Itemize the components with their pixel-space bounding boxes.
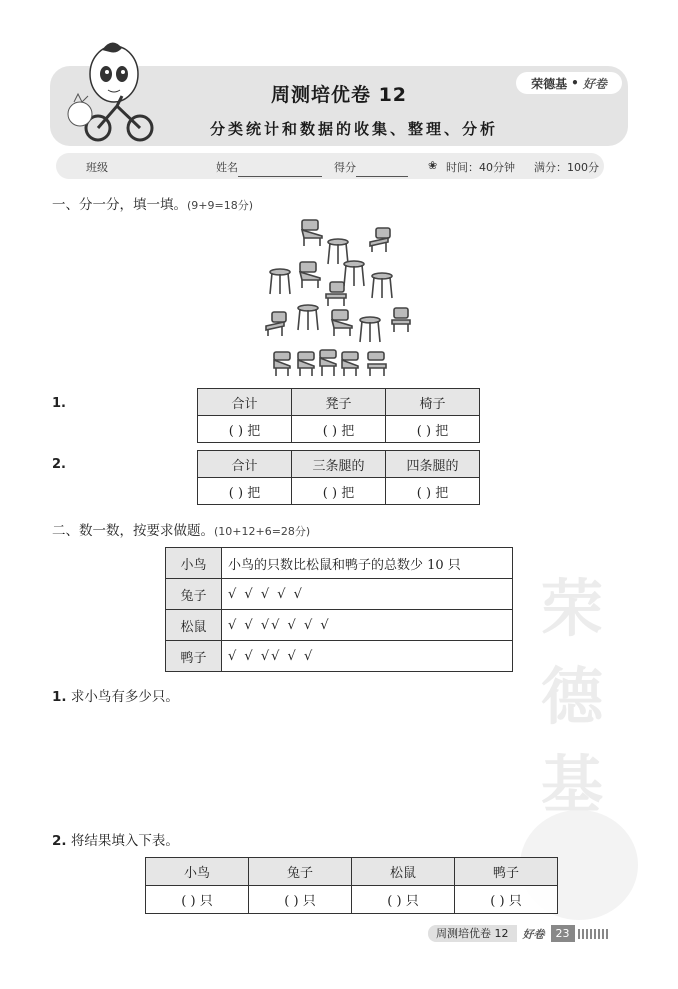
section-1-title: 一、分一分，填一填。 <box>52 197 187 213</box>
answer-cell[interactable]: ( ) 把 <box>292 416 386 443</box>
score-label: 得分 <box>334 161 356 174</box>
question-1-number: 1. <box>52 396 66 411</box>
question-2-2 <box>52 829 179 849</box>
tally-label: 松鼠 <box>166 610 222 641</box>
answer-cell[interactable]: ( ) 把 <box>198 478 292 505</box>
chairs-stools-illustration <box>262 216 422 388</box>
tally-marks: √ √ √√ √ √ √ <box>222 610 513 641</box>
answer-cell[interactable]: ( ) 把 <box>292 478 386 505</box>
page-title: 周测培优卷 12 <box>270 84 408 106</box>
tally-marks: √ √ √ √ √ <box>222 579 513 610</box>
class-label: 班级 <box>86 161 108 174</box>
name-field[interactable] <box>216 159 238 175</box>
table-header: 小鸟 <box>146 858 249 886</box>
tally-label: 鸭子 <box>166 641 222 672</box>
answer-cell[interactable]: ( ) 把 <box>198 416 292 443</box>
table-header: 兔子 <box>249 858 352 886</box>
question-text: 求小鸟有多少只。 <box>70 689 179 705</box>
info-bar <box>56 153 604 179</box>
question-number: 1. <box>52 689 67 705</box>
section-2-heading <box>52 519 310 539</box>
table-header: 鸭子 <box>455 858 558 886</box>
question-text: 将结果填入下表。 <box>70 833 179 849</box>
footer-title: 周测培优卷 12 <box>428 925 517 942</box>
table-animal-results <box>145 857 558 914</box>
table-header: 三条腿的 <box>292 451 386 478</box>
table-header: 合计 <box>198 389 292 416</box>
brand-name: 荣德基 <box>531 76 568 91</box>
brand-sub: 好卷 <box>582 76 607 91</box>
table-chairs-stools <box>197 388 480 443</box>
brand-logo <box>516 72 622 94</box>
clock-icon: ❀ <box>428 159 438 172</box>
question-2-1 <box>52 685 179 705</box>
table-header: 松鼠 <box>352 858 455 886</box>
tally-table <box>165 547 513 672</box>
name-label: 姓名 <box>216 161 238 174</box>
brand-dot: • <box>571 76 579 90</box>
tally-label: 小鸟 <box>166 548 222 579</box>
watermark-char: 荣 <box>540 572 603 645</box>
answer-cell[interactable]: ( ) 把 <box>386 416 480 443</box>
footer-brand: 好卷 <box>522 927 545 941</box>
answer-cell[interactable]: ( ) 只 <box>249 886 352 914</box>
question-number: 2. <box>52 833 67 849</box>
table-header: 凳子 <box>292 389 386 416</box>
table-leg-count <box>197 450 480 505</box>
table-header: 合计 <box>198 451 292 478</box>
page-subtitle: 分类统计和数据的收集、整理、分析 <box>209 120 498 138</box>
page-footer <box>428 925 608 942</box>
question-2-number: 2. <box>52 457 66 472</box>
table-header: 四条腿的 <box>386 451 480 478</box>
tally-label: 兔子 <box>166 579 222 610</box>
page-number: 23 <box>551 925 575 942</box>
full-score: 满分：100分 <box>534 161 599 174</box>
section-2-title: 二、数一数，按要求做题。 <box>52 523 214 539</box>
tally-marks: √ √ √√ √ √ <box>222 641 513 672</box>
time-limit: 时间：40分钟 <box>446 161 515 174</box>
watermark-char: 德 <box>540 660 603 733</box>
answer-cell[interactable]: ( ) 只 <box>146 886 249 914</box>
answer-cell[interactable]: ( ) 只 <box>455 886 558 914</box>
section-1-heading <box>52 193 253 213</box>
score-field[interactable] <box>334 159 356 175</box>
footer-decoration <box>578 929 608 939</box>
watermark-char: 基 <box>540 748 603 821</box>
answer-cell[interactable]: ( ) 把 <box>386 478 480 505</box>
section-2-points: (10+12+6=28分) <box>214 525 311 538</box>
tally-content: 小鸟的只数比松鼠和鸭子的总数少 10 只 <box>222 548 513 579</box>
answer-cell[interactable]: ( ) 只 <box>352 886 455 914</box>
section-1-points: (9+9=18分) <box>187 199 254 212</box>
table-header: 椅子 <box>386 389 480 416</box>
watermark <box>532 565 612 829</box>
